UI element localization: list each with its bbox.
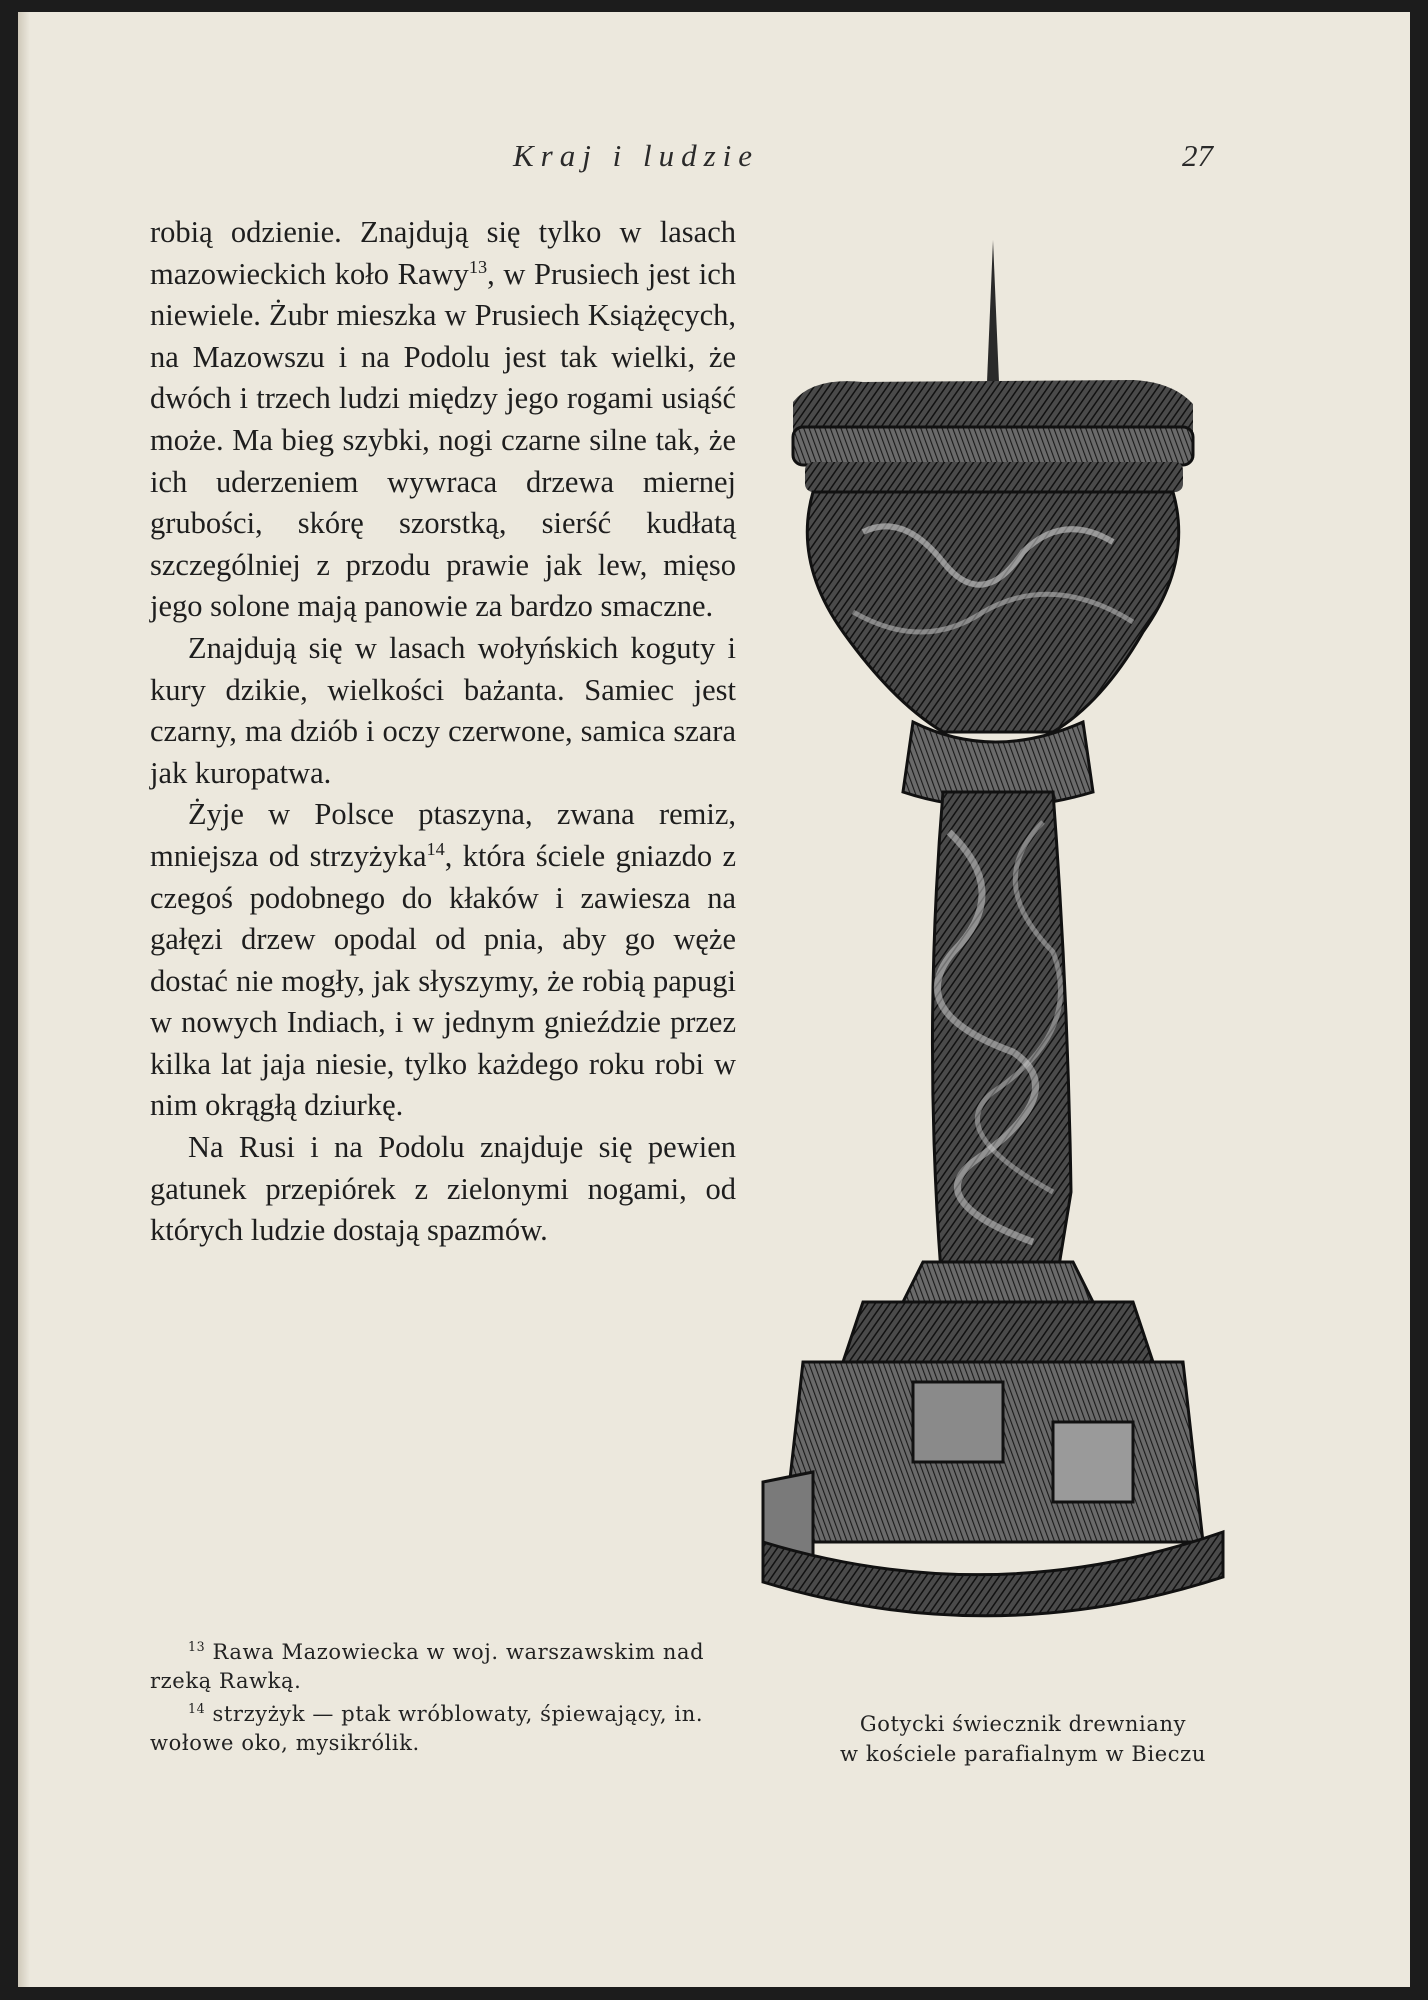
caption-line-2: w kościele parafialnym w Bieczu: [840, 1742, 1206, 1766]
footnote-ref-14[interactable]: 14: [426, 838, 445, 859]
book-page: [18, 12, 1410, 1987]
running-title: Kraj i ludzie: [513, 138, 760, 173]
running-head: [168, 138, 1213, 182]
body-text: [150, 212, 736, 1252]
paragraph-4: Na Rusi i na Podolu znajduje się pewien gatunek przepiórek z zielonymi nogami, od których ludzie dostają spazmów.: [150, 1130, 736, 1248]
caption-line-1: Gotycki świecznik drewniany: [859, 1712, 1187, 1736]
page-number: 27: [1182, 138, 1213, 173]
footnote-ref-13[interactable]: 13: [468, 256, 488, 277]
paragraph-2: Znajdują się w lasach wołyńskich koguty i kury dzikie, wielkości bażanta. Samiec jest czarny, ma dziób i oczy czerwone, samica szara jak kuropatwa.: [150, 630, 736, 790]
footnotes: [150, 1638, 740, 1762]
page-edge: [18, 12, 30, 1987]
paragraph-3: Żyje w Polsce ptaszyna, zwana remiz, mniejsza od strzyżyka$^{14}$, która ściele gniazdo z czegoś podobnego do kłaków i zawiesza na gałęzi drzew opodal od pnia, aby go węże dostać nie mogły, jak słyszymy, że robią papugi w nowych Indiach, i w jednym gnieździe przez kilka lat jaja niesie, tylko każdego roku robi w nim okrągłą dziurkę.: [150, 797, 737, 1123]
gothic-candlestick-illustration-icon: [753, 232, 1233, 1672]
figure-caption: [763, 1709, 1283, 1769]
footnote-14: $^{14}$ strzyżyk — ptak wróblowaty, śpiewający, in. wołowe oko, mysikrólik.: [150, 1701, 704, 1755]
paragraph-1: robią odzienie. Znajdują się tylko w lasach mazowieckich koło Rawy$^{13}$, w Prusiech jest ich niewiele. Żubr mieszka w Prusiech Książęcych, na Mazowszu i na Podolu jest tak wielki, że dwóch i trzech ludzi między jego rogami usiąść może. Ma bieg szybki, nogi czarne silne tak, że ich uderzeniem wywraca drzewa miernej grubości, skórę szorstką, sierść kudłatą szczególniej z przodu prawie jak lew, mięso jego solone mają panowie za bardzo smaczne.: [150, 215, 736, 624]
footnote-13: $^{13}$ Rawa Mazowiecka w woj. warszawskim nad rzeką Rawką.: [150, 1639, 705, 1693]
